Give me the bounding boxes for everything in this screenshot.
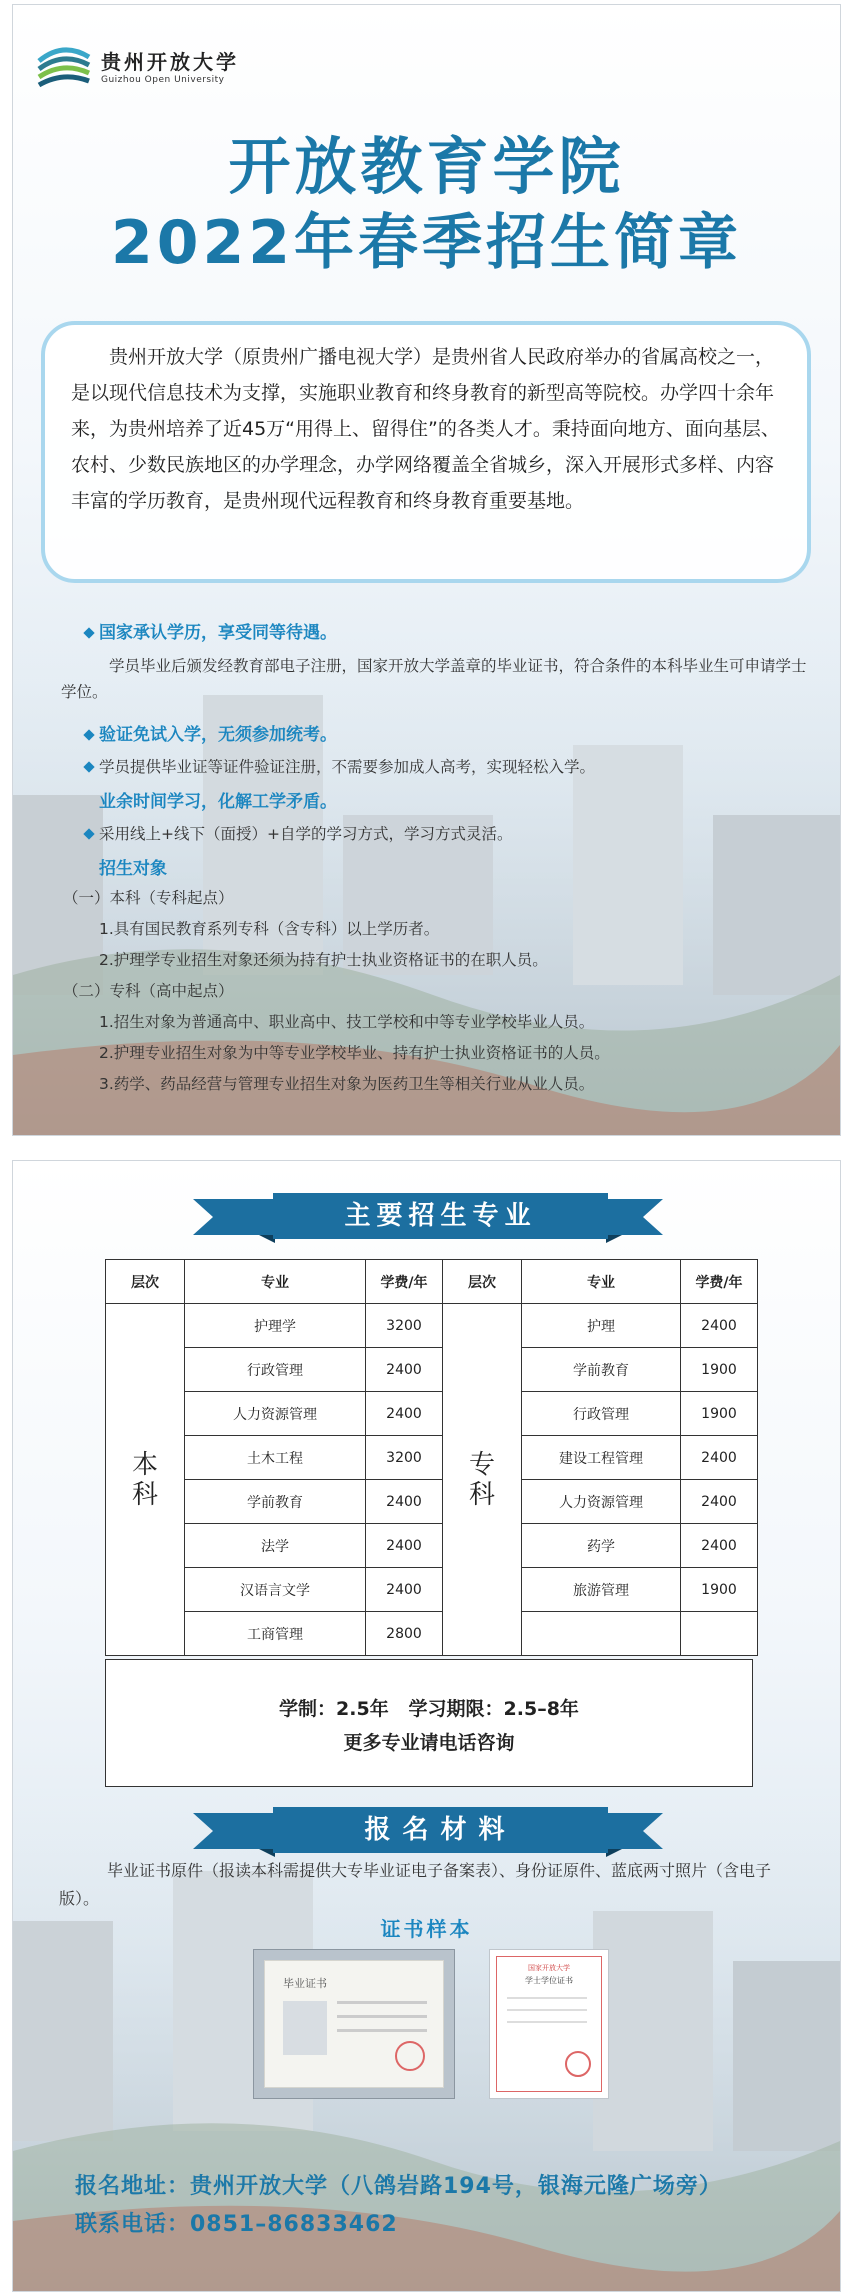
major-fee: 2400 bbox=[681, 1304, 758, 1348]
university-logo bbox=[35, 39, 239, 91]
table-row bbox=[106, 1348, 758, 1392]
bullet-diamond-icon bbox=[83, 729, 94, 740]
major-name: 土木工程 bbox=[185, 1436, 366, 1480]
major-name: 建设工程管理 bbox=[522, 1436, 681, 1480]
seal-icon bbox=[395, 2041, 425, 2071]
major-fee: 1900 bbox=[681, 1348, 758, 1392]
major-name: 汉语言文学 bbox=[185, 1568, 366, 1612]
bullet-diamond-icon bbox=[83, 828, 94, 839]
target-college-title: （二）专科（高中起点） bbox=[63, 982, 234, 1000]
more-majors-note: 更多专业请电话咨询 bbox=[343, 1732, 515, 1754]
page-subtitle: 2022年春季招生简章 bbox=[111, 208, 742, 278]
feature-1-heading: 国家承认学历，享受同等待遇。 bbox=[85, 618, 337, 643]
logo-chinese-name: 贵州开放大学 bbox=[101, 49, 239, 74]
feature-3-heading: 业余时间学习，化解工学矛盾。 bbox=[99, 792, 337, 812]
major-fee: 2400 bbox=[366, 1392, 443, 1436]
feature-2-body: 学员提供毕业证等证件验证注册，不需要参加成人高考，实现轻松入学。 bbox=[85, 755, 595, 777]
major-name: 旅游管理 bbox=[522, 1568, 681, 1612]
major-name: 学前教育 bbox=[185, 1480, 366, 1524]
level-college-cell: 专 科 bbox=[443, 1304, 522, 1656]
degree-label: 学士学位证书 bbox=[525, 1976, 573, 1985]
major-fee: 1900 bbox=[681, 1568, 758, 1612]
major-name: 行政管理 bbox=[522, 1392, 681, 1436]
feature-1-body: 学员毕业后颁发经教育部电子注册，国家开放大学盖章的毕业证书，符合条件的本科毕业生可申请学士学位。 bbox=[61, 657, 807, 701]
major-name: 学前教育 bbox=[522, 1348, 681, 1392]
bullet-diamond-icon bbox=[83, 761, 94, 772]
major-fee: 2400 bbox=[366, 1568, 443, 1612]
major-fee: 2800 bbox=[366, 1612, 443, 1656]
table-header: 学费/年 bbox=[681, 1260, 758, 1304]
major-fee: 2400 bbox=[681, 1480, 758, 1524]
major-fee: 2400 bbox=[366, 1480, 443, 1524]
major-name: 工商管理 bbox=[185, 1612, 366, 1656]
bullet-diamond-icon bbox=[83, 627, 94, 638]
major-fee: 2400 bbox=[366, 1348, 443, 1392]
table-header-row bbox=[106, 1260, 758, 1304]
poster-panel-bottom bbox=[12, 1160, 841, 2292]
registration-address: 报名地址：贵州开放大学（八鸽岩路194号，银海元隆广场旁） bbox=[75, 2174, 722, 2199]
major-name bbox=[522, 1612, 681, 1656]
major-fee: 3200 bbox=[366, 1436, 443, 1480]
table-row bbox=[106, 1524, 758, 1568]
table-row bbox=[106, 1568, 758, 1612]
table-row bbox=[106, 1392, 758, 1436]
major-fee: 2400 bbox=[366, 1524, 443, 1568]
materials-text: 毕业证书原件（报读本科需提供大专毕业证电子备案表）、身份证原件、蓝底两寸照片（含电子版）。 bbox=[59, 1861, 772, 1908]
degree-header: 国家开放大学 bbox=[528, 1964, 570, 1972]
majors-table bbox=[105, 1259, 758, 1656]
major-fee: 3200 bbox=[366, 1304, 443, 1348]
major-name: 护理 bbox=[522, 1304, 681, 1348]
major-name: 人力资源管理 bbox=[185, 1392, 366, 1436]
study-duration-box bbox=[105, 1659, 753, 1787]
major-fee: 2400 bbox=[681, 1524, 758, 1568]
logo-english-name: Guizhou Open University bbox=[101, 74, 225, 85]
target-college-item: 2.护理专业招生对象为中等专业学校毕业、持有护士执业资格证书的人员。 bbox=[99, 1044, 610, 1062]
major-name: 法学 bbox=[185, 1524, 366, 1568]
page-title: 开放教育学院 bbox=[228, 130, 625, 203]
feature-3-body: 采用线上+线下（面授）+自学的学习方式，学习方式灵活。 bbox=[85, 822, 512, 844]
level-undergrad-cell: 本 科 bbox=[106, 1304, 185, 1656]
target-undergrad-item: 2.护理学专业招生对象还须为持有护士执业资格证书的在职人员。 bbox=[99, 951, 548, 969]
major-fee bbox=[681, 1612, 758, 1656]
target-undergrad-title: （一）本科（专科起点） bbox=[63, 889, 234, 907]
photo-placeholder bbox=[283, 2001, 327, 2055]
materials-section-title: 报名材料 bbox=[273, 1807, 608, 1853]
table-header: 层次 bbox=[106, 1260, 185, 1304]
certificate-sample-title: 证书样本 bbox=[380, 1917, 473, 1941]
materials-ribbon bbox=[13, 1807, 840, 1857]
major-fee: 1900 bbox=[681, 1392, 758, 1436]
diploma-sample-image bbox=[253, 1949, 455, 2099]
targets-heading: 招生对象 bbox=[99, 859, 167, 879]
table-header: 层次 bbox=[443, 1260, 522, 1304]
table-row bbox=[106, 1304, 758, 1348]
majors-ribbon bbox=[13, 1193, 840, 1243]
major-name: 药学 bbox=[522, 1524, 681, 1568]
intro-paragraph: 贵州开放大学（原贵州广播电视大学）是贵州省人民政府举办的省属高校之一，是以现代信息技术为支撑，实施职业教育和终身教育的新型高等院校。办学四十余年来，为贵州培养了近45万“用得上、留得住”的各类人才。秉持面向地方、面向基层、农村、少数民族地区的办学理念，办学网络覆盖全省城乡，深入开展形式多样、内容丰富的学历教育，是贵州现代远程教育和终身教育重要基地。 bbox=[41, 321, 811, 583]
diploma-label: 毕业证书 bbox=[283, 1977, 327, 1990]
target-college-item: 1.招生对象为普通高中、职业高中、技工学校和中等专业学校毕业人员。 bbox=[99, 1013, 595, 1031]
major-name: 行政管理 bbox=[185, 1348, 366, 1392]
table-header: 学费/年 bbox=[366, 1260, 443, 1304]
majors-section-title: 主要招生专业 bbox=[273, 1193, 608, 1239]
major-name: 护理学 bbox=[185, 1304, 366, 1348]
table-row bbox=[106, 1612, 758, 1656]
target-college-item: 3.药学、药品经营与管理专业招生对象为医药卫生等相关行业从业人员。 bbox=[99, 1075, 595, 1093]
table-row bbox=[106, 1436, 758, 1480]
major-name: 人力资源管理 bbox=[522, 1480, 681, 1524]
table-header: 专业 bbox=[522, 1260, 681, 1304]
seal-icon bbox=[565, 2051, 591, 2077]
target-undergrad-item: 1.具有国民教育系列专科（含专科）以上学历者。 bbox=[99, 920, 440, 938]
degree-sample-image bbox=[489, 1949, 609, 2099]
contact-phone[interactable]: 联系电话：0851–86833462 bbox=[75, 2212, 398, 2237]
major-fee: 2400 bbox=[681, 1436, 758, 1480]
poster-panel-top bbox=[12, 4, 841, 1136]
study-duration-text: 学制：2.5年 学习期限：2.5–8年 bbox=[279, 1698, 579, 1720]
feature-2-heading: 验证免试入学，无须参加统考。 bbox=[85, 720, 337, 745]
university-emblem-icon bbox=[35, 39, 93, 91]
table-header: 专业 bbox=[185, 1260, 366, 1304]
table-row bbox=[106, 1480, 758, 1524]
